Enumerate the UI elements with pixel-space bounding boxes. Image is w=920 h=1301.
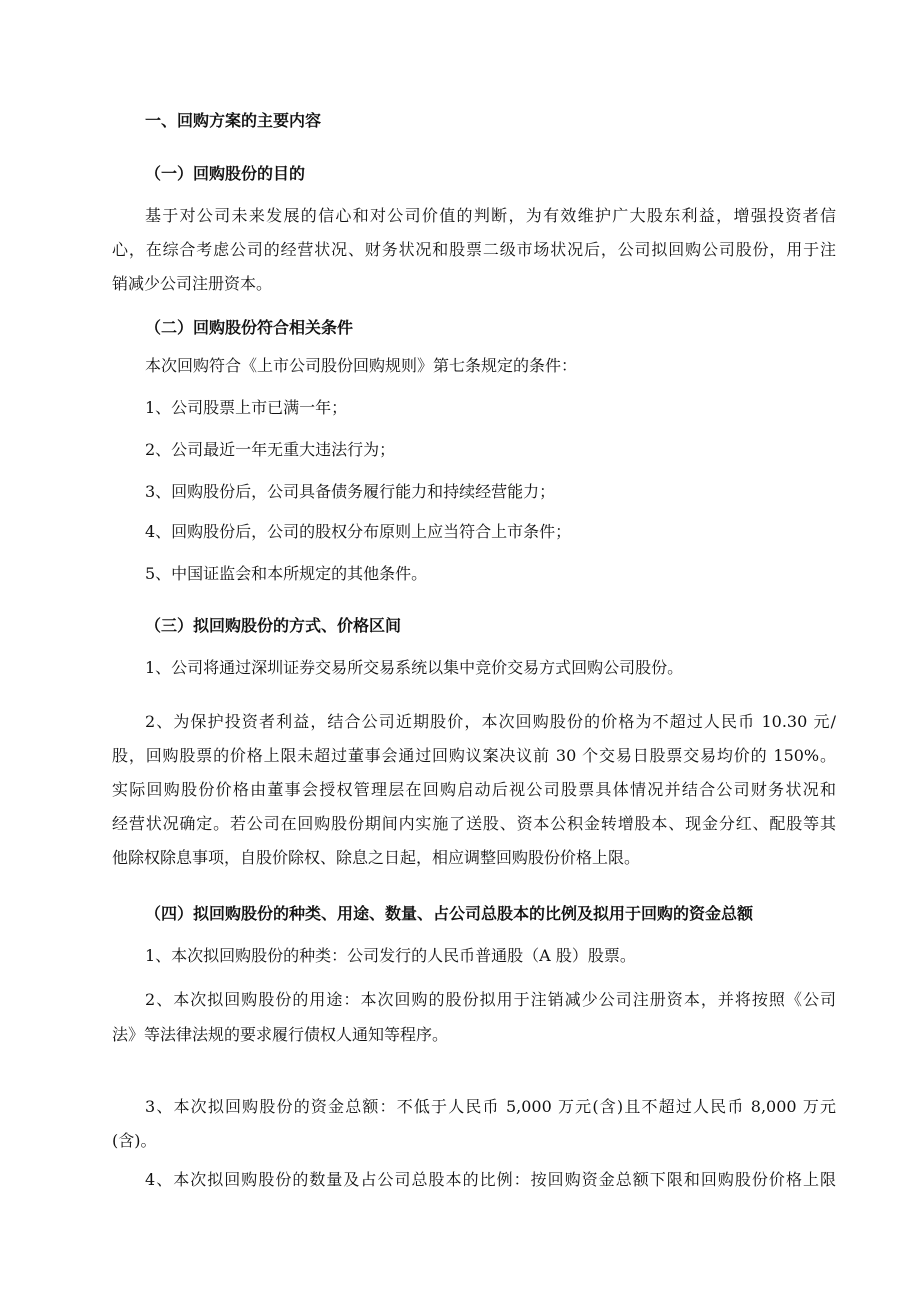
list-item: 1、公司股票上市已满一年； <box>145 398 348 417</box>
list-item: 2、公司最近一年无重大违法行为； <box>145 440 396 459</box>
section-heading: 一、回购方案的主要内容 <box>145 111 322 130</box>
part-4-item-2-line-2: 法》等法律法规的要求履行债权人通知等程序。 <box>112 1025 449 1044</box>
part-4-heading: （四）拟回购股份的种类、用途、数量、占公司总股本的比例及拟用于回购的资金总额 <box>145 904 754 923</box>
part-3-item-2-line-1: 2、为保护投资者利益，结合公司近期股价，本次回购股份的价格为不超过人民币 10.30 元/ <box>145 712 836 731</box>
part-2-heading: （二）回购股份符合相关条件 <box>145 318 354 337</box>
part-3-item-1: 1、公司将通过深圳证券交易所交易系统以集中竞价交易方式回购公司股份。 <box>145 658 684 677</box>
part-4-item-1: 1、本次拟回购股份的种类：公司发行的人民币普通股（A 股）股票。 <box>145 946 636 965</box>
part-3-item-2-line-5: 他除权除息事项，自股价除权、除息之日起，相应调整回购股份价格上限。 <box>112 848 641 867</box>
part-4-item-2-line-1: 2、本次拟回购股份的用途：本次回购的股份拟用于注销减少公司注册资本，并将按照《公司 <box>145 990 836 1009</box>
list-item: 5、中国证监会和本所规定的其他条件。 <box>145 564 428 583</box>
part-1-para-line-1: 基于对公司未来发展的信心和对公司价值的判断，为有效维护广大股东利益，增强投资者信 <box>145 206 836 225</box>
part-3-item-2-line-3: 实际回购股份价格由董事会授权管理层在回购启动后视公司股票具体情况并结合公司财务状况和 <box>112 780 836 799</box>
part-4-item-3-line-1: 3、本次拟回购股份的资金总额：不低于人民币 5,000 万元(含)且不超过人民币 8,000 万元 <box>145 1097 836 1116</box>
part-3-item-2-line-2: 股，回购股票的价格上限未超过董事会通过回购议案决议前 30 个交易日股票交易均价的 150%。 <box>112 746 836 765</box>
part-3-item-2-line-4: 经营状况确定。若公司在回购股份期间内实施了送股、资本公积金转增股本、现金分红、配股等其 <box>112 814 836 833</box>
part-3-heading: （三）拟回购股份的方式、价格区间 <box>145 616 402 635</box>
part-1-para-line-3: 销减少公司注册资本。 <box>112 274 273 293</box>
part-1-heading: （一）回购股份的目的 <box>145 164 306 183</box>
list-item: 4、回购股份后，公司的股权分布原则上应当符合上市条件； <box>145 522 572 541</box>
part-4-item-4-line-1: 4、本次拟回购股份的数量及占公司总股本的比例：按回购资金总额下限和回购股份价格上限 <box>145 1170 836 1189</box>
part-1-para-line-2: 心，在综合考虑公司的经营状况、财务状况和股票二级市场状况后，公司拟回购公司股份，用于注 <box>112 240 836 259</box>
list-item: 3、回购股份后，公司具备债务履行能力和持续经营能力； <box>145 482 556 501</box>
part-2-intro: 本次回购符合《上市公司股份回购规则》第七条规定的条件： <box>145 356 578 375</box>
part-4-item-3-line-2: (含)。 <box>112 1131 157 1150</box>
